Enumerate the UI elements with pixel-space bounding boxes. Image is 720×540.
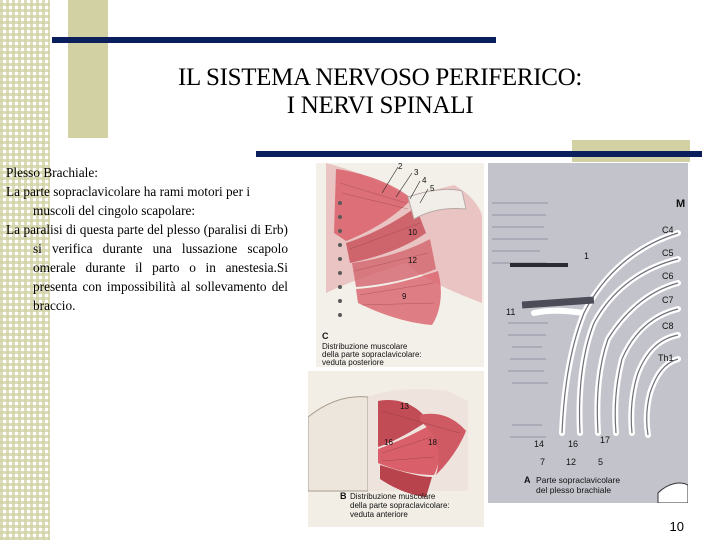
plexus-number-1: 1	[584, 251, 590, 261]
plexus-number-7: 7	[540, 457, 546, 467]
brachial-plexus-illustration	[488, 163, 688, 503]
posterior-number-2: 2	[398, 163, 403, 171]
anterior-number-16: 16	[384, 438, 393, 447]
figure-anterior-view	[308, 371, 484, 527]
plexus-root-c5: C5	[662, 248, 674, 258]
title-line-2: I NERVI SPINALI	[286, 92, 474, 119]
plexus-root-c8: C8	[662, 321, 674, 331]
top-rule	[52, 37, 496, 43]
anterior-caption-line-1: Distribuzione muscolare	[350, 492, 436, 501]
anterior-number-18: 18	[428, 438, 437, 447]
posterior-caption-letter: C	[322, 331, 329, 341]
plexus-number-12: 12	[566, 457, 577, 467]
posterior-number-10: 10	[408, 228, 417, 237]
anterior-number-13: 13	[400, 402, 409, 411]
posterior-number-9: 9	[402, 292, 407, 301]
posterior-number-3: 3	[414, 168, 419, 177]
posterior-number-5: 5	[430, 184, 435, 193]
posterior-number-4: 4	[422, 176, 427, 185]
anterior-view-illustration	[308, 371, 484, 527]
anterior-caption-line-3: veduta anteriore	[350, 510, 408, 519]
anterior-caption-line-2: della parte sopraclavicolare:	[350, 501, 450, 510]
plexus-number-11: 11	[506, 307, 516, 317]
plexus-root-c4: C4	[662, 225, 674, 235]
posterior-number-12: 12	[408, 256, 417, 265]
posterior-caption-line-1: Distribuzione muscolare	[322, 342, 408, 351]
posterior-view-illustration	[316, 163, 484, 367]
plexus-number-17: 17	[600, 435, 611, 445]
posterior-caption-line-2: della parte sopraclavicolare:	[322, 350, 422, 359]
title-line-1: IL SISTEMA NERVOSO PERIFERICO:	[177, 64, 583, 91]
page-number: 10	[669, 519, 684, 534]
plexus-caption-letter: A	[524, 475, 531, 485]
plexus-root-c7: C7	[662, 295, 674, 305]
plexus-root-th1: Th1	[658, 353, 674, 363]
plexus-corner-letter: M	[676, 198, 686, 210]
anterior-caption-letter: B	[340, 491, 347, 501]
plexus-caption-line-2: del plesso brachiale	[536, 485, 612, 495]
body-paragraph-2: La paralisi di questa parte del plesso (paralisi di Erb) si verifica durante una lussazione scapolo omerale durante il parto o in anestesia.Si presenta con impossibilità al sollevamento del braccio.	[6, 222, 288, 313]
figure-posterior-view	[316, 163, 484, 367]
slide-body	[6, 163, 288, 315]
plexus-number-14: 14	[534, 439, 545, 449]
posterior-caption-line-3: veduta posteriore	[322, 358, 384, 367]
plexus-caption-line-1: Parte sopraclavicolare	[536, 475, 621, 485]
mid-rule	[256, 151, 702, 157]
plexus-number-5: 5	[598, 457, 604, 467]
plexus-number-16: 16	[568, 439, 579, 449]
body-heading: Plesso Brachiale:	[6, 165, 98, 180]
figure-brachial-plexus	[488, 163, 688, 503]
plexus-root-c6: C6	[662, 271, 674, 281]
slide-title	[120, 64, 640, 120]
body-paragraph-1: La parte sopraclavicolare ha rami motori per i muscoli del cingolo scapolare:	[6, 184, 251, 218]
decorative-bar-left	[68, 0, 108, 138]
